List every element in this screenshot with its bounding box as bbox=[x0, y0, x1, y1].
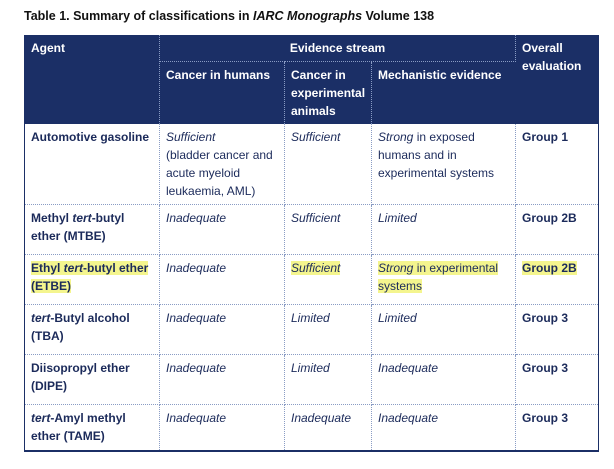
header-overall-evaluation: Overall evaluation bbox=[516, 35, 599, 124]
agent-name-post: -Amyl methyl ether (TAME) bbox=[31, 411, 126, 443]
group-cell: Group 3 bbox=[516, 355, 599, 405]
animals-value: Sufficient bbox=[291, 211, 341, 225]
header-evidence-stream: Evidence stream bbox=[160, 35, 516, 62]
agent-name-pre: Ethyl bbox=[31, 261, 64, 275]
mech-value: Inadequate bbox=[378, 411, 439, 425]
agent-name-post: -butyl ether (ETBE) bbox=[31, 261, 149, 293]
header-agent: Agent bbox=[25, 35, 160, 124]
humans-cell bbox=[160, 255, 285, 305]
mechanistic-cell bbox=[372, 405, 516, 451]
caption-italic: IARC Monographs bbox=[253, 9, 363, 23]
header-cancer-humans: Cancer in humans bbox=[160, 62, 285, 125]
animals-cell bbox=[285, 124, 372, 205]
mechanistic-cell bbox=[372, 305, 516, 355]
header-cancer-animals: Cancer in experimental animals bbox=[285, 62, 372, 125]
agent-cell bbox=[25, 205, 160, 255]
mechanistic-cell bbox=[372, 255, 516, 305]
agent-name: Automotive gasoline bbox=[31, 130, 150, 144]
group-cell: Group 2B bbox=[516, 205, 599, 255]
animals-cell bbox=[285, 355, 372, 405]
mechanistic-cell bbox=[372, 355, 516, 405]
humans-value: Inadequate bbox=[166, 261, 227, 275]
group-value: Group 2B bbox=[522, 261, 577, 275]
agent-name-post: -Butyl alcohol (TBA) bbox=[31, 311, 130, 343]
agent-cell bbox=[25, 305, 160, 355]
humans-value: Sufficient bbox=[166, 130, 216, 144]
caption-suffix: Volume 138 bbox=[362, 9, 435, 23]
group-cell bbox=[516, 255, 599, 305]
agent-name-post: -butyl ether (MTBE) bbox=[31, 211, 125, 243]
animals-cell bbox=[285, 255, 372, 305]
humans-value: Inadequate bbox=[166, 211, 227, 225]
humans-cell bbox=[160, 205, 285, 255]
mech-value: Inadequate bbox=[378, 361, 439, 375]
table-row bbox=[25, 405, 599, 451]
classification-table bbox=[24, 35, 599, 452]
humans-cell bbox=[160, 355, 285, 405]
agent-name: Diisopropyl ether (DIPE) bbox=[31, 361, 130, 393]
table-row bbox=[25, 255, 599, 305]
group-cell: Group 1 bbox=[516, 124, 599, 205]
group-cell: Group 3 bbox=[516, 405, 599, 451]
humans-cell bbox=[160, 305, 285, 355]
table-row bbox=[25, 124, 599, 205]
agent-name-italic: tert bbox=[72, 211, 92, 225]
agent-cell bbox=[25, 405, 160, 451]
humans-value: Inadequate bbox=[166, 411, 227, 425]
table-caption bbox=[24, 9, 434, 23]
agent-cell bbox=[25, 355, 160, 405]
mechanistic-cell bbox=[372, 205, 516, 255]
mech-value: Strong bbox=[378, 130, 414, 144]
humans-value: Inadequate bbox=[166, 311, 227, 325]
agent-name-pre: Methyl bbox=[31, 211, 73, 225]
animals-value: Limited bbox=[291, 311, 330, 325]
mech-value: Strong bbox=[378, 261, 414, 275]
header-mechanistic: Mechanistic evidence bbox=[372, 62, 516, 125]
animals-value: Limited bbox=[291, 361, 330, 375]
mech-value: Limited bbox=[378, 311, 417, 325]
animals-value: Sufficient bbox=[291, 261, 341, 275]
agent-cell bbox=[25, 124, 160, 205]
agent-name-italic: tert bbox=[63, 261, 84, 275]
humans-note: (bladder cancer and acute myeloid leukaemia, AML) bbox=[166, 148, 273, 198]
mech-note: in exposed humans and in experimental systems bbox=[378, 130, 495, 180]
mech-note: in experimental systems bbox=[378, 261, 499, 293]
animals-cell bbox=[285, 205, 372, 255]
agent-cell bbox=[25, 255, 160, 305]
humans-cell bbox=[160, 405, 285, 451]
agent-name-italic: tert bbox=[31, 311, 51, 325]
mech-value: Limited bbox=[378, 211, 417, 225]
humans-value: Inadequate bbox=[166, 361, 227, 375]
animals-cell bbox=[285, 305, 372, 355]
caption-prefix: Table 1. Summary of classifications in bbox=[24, 9, 254, 23]
group-cell: Group 3 bbox=[516, 305, 599, 355]
agent-name-italic: tert bbox=[31, 411, 51, 425]
animals-cell bbox=[285, 405, 372, 451]
humans-cell bbox=[160, 124, 285, 205]
table-row bbox=[25, 355, 599, 405]
mechanistic-cell bbox=[372, 124, 516, 205]
table-row bbox=[25, 205, 599, 255]
animals-value: Inadequate bbox=[291, 411, 352, 425]
table-row bbox=[25, 305, 599, 355]
animals-value: Sufficient bbox=[291, 130, 341, 144]
